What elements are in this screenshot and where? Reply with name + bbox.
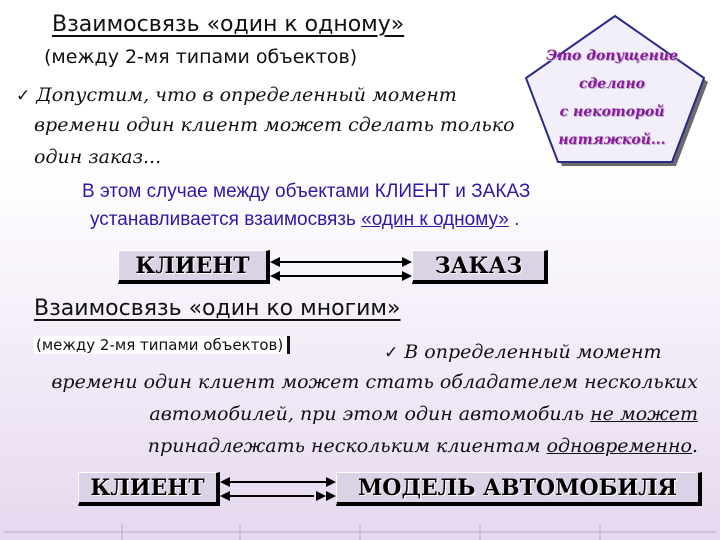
- section-subtitle-one-to-many: (между 2-мя типами объектов): [34, 336, 290, 354]
- result-line: В этом случае между объектами КЛИЕНТ и ЗАКАЗ: [82, 181, 531, 202]
- paragraph-text: .: [691, 435, 698, 457]
- result-line: [90, 209, 519, 231]
- one-to-many-connector: [220, 474, 336, 504]
- paragraph-text: принадлежать нескольким клиентам: [147, 435, 547, 457]
- entity-client-box: КЛИЕНТ: [118, 250, 270, 284]
- bottom-guide-lines: [0, 522, 720, 540]
- paragraph-text: автомобилей, при этом один автомобиль: [149, 403, 591, 425]
- note-line: сделано: [578, 76, 646, 92]
- one-to-one-connector: [270, 254, 412, 284]
- paragraph-line: один заказ...: [34, 146, 162, 168]
- note-line: Это допущение: [546, 48, 678, 64]
- section-title-one-to-many: Взаимосвязь «один ко многим»: [34, 296, 401, 321]
- note-line: с некоторой: [559, 104, 665, 120]
- entity-car-model-box: МОДЕЛЬ АВТОМОБИЛЯ: [336, 472, 702, 506]
- result-text: устанавливается взаимосвязь: [90, 209, 362, 230]
- paragraph-line: времени один клиент может стать обладателем нескольких: [51, 371, 698, 393]
- checkmark-icon: ✓: [384, 343, 399, 363]
- result-text: .: [508, 209, 520, 230]
- checkmark-icon: ✓: [16, 86, 31, 106]
- paragraph-text: Допустим, что в определенный момент: [36, 84, 457, 106]
- entity-order-box: ЗАКАЗ: [412, 250, 548, 284]
- paragraph-line: [148, 435, 698, 457]
- paragraph-underlined: одновременно: [546, 435, 692, 457]
- paragraph-underlined: не может: [590, 403, 698, 425]
- section-subtitle-one-to-one: (между 2-мя типами объектов): [44, 46, 358, 68]
- paragraph-line: [384, 341, 662, 363]
- paragraph-line: [149, 403, 698, 425]
- section-title-one-to-one: Взаимосвязь «один к одному»: [52, 12, 405, 37]
- paragraph-text: В определенный момент: [404, 341, 662, 363]
- paragraph-line: [16, 84, 457, 106]
- note-line: натяжкой...: [558, 132, 666, 148]
- entity-client-box: КЛИЕНТ: [78, 472, 220, 506]
- paragraph-line: времени один клиент может сделать только: [34, 114, 515, 136]
- relationship-link: «один к одному»: [361, 209, 509, 230]
